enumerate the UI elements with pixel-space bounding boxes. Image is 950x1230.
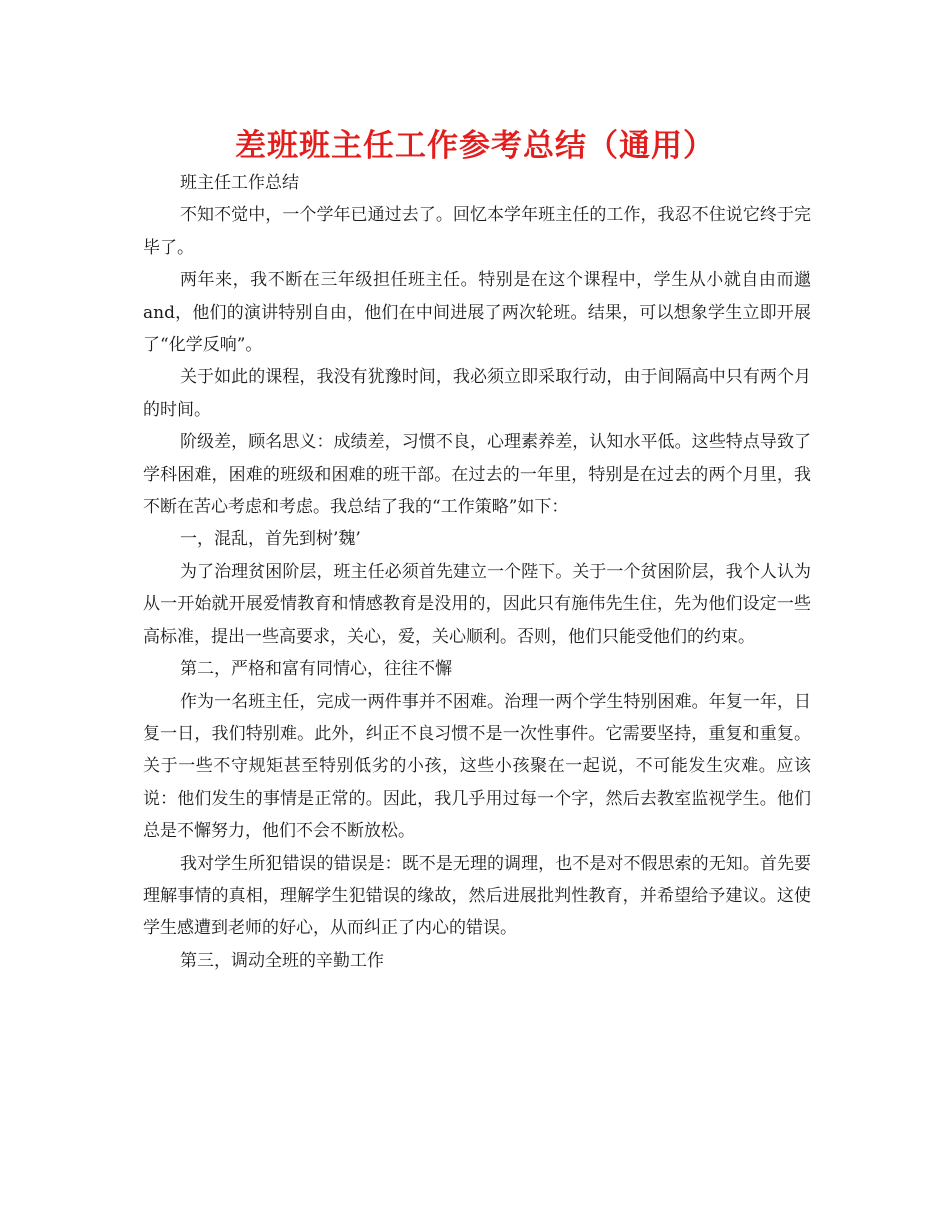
paragraph: 不知不觉中，一个学年已通过去了。回忆本学年班主任的工作，我忍不住说它终于完毕了。 bbox=[143, 205, 811, 258]
document-title: 差班班主任工作参考总结（通用） bbox=[235, 128, 715, 164]
paragraph: 关于如此的课程，我没有犹豫时间，我必须立即采取行动，由于间隔高中只有两个月的时间。 bbox=[143, 367, 811, 420]
paragraph: 阶级差，顾名思义：成绩差，习惯不良，心理素养差，认知水平低。这些特点导致了学科困难，困难的班级和困难的班干部。在过去的一年里，特别是在过去的两个月里，我不断在苦心考虑和考虑。我总结了我的“工作策略”如下： bbox=[143, 432, 811, 518]
section-heading: 班主任工作总结 bbox=[180, 173, 299, 193]
section-heading: 第三，调动全班的辛勤工作 bbox=[180, 950, 384, 971]
paragraph: 为了治理贫困阶层，班主任必须首先建立一个陛下。关于一个贫困阶层，我个人认为从一开始就开展爱情教育和情感教育是没用的，因此只有施伟先生住，先为他们设定一些高标准，提出一些高要求，关心，爱，关心顺利。否则，他们只能受他们的约束。 bbox=[143, 561, 811, 647]
paragraph: 两年来，我不断在三年级担任班主任。特别是在这个课程中，学生从小就自由而邋and，他们的演讲特别自由，他们在中间进展了两次轮班。结果，可以想象学生立即开展了“化学反响”。 bbox=[143, 270, 811, 356]
paragraph: 作为一名班主任，完成一两件事并不困难。治理一两个学生特别困难。年复一年，日复一日，我们特别难。此外，纠正不良习惯不是一次性事件。它需要坚持，重复和重复。关于一些不守规矩甚至特别低劣的小孩，这些小孩聚在一起说，不可能发生灾难。应该说：他们发生的事情是正常的。因此，我几乎用过每一个字，然后去教室监视学生。他们总是不懈努力，他们不会不断放松。 bbox=[143, 691, 811, 842]
document-body bbox=[143, 167, 811, 977]
section-heading: 第二，严格和富有同情心，往往不懈 bbox=[180, 659, 452, 680]
paragraph: 我对学生所犯错误的错误是：既不是无理的调理，也不是对不假思索的无知。首先要理解事情的真相，理解学生犯错误的缘故，然后进展批判性教育，并希望给予建议。这使学生感遭到老师的好心，从而纠正了内心的错误。 bbox=[143, 853, 811, 939]
section-heading: 一，混乱，首先到树’魏’ bbox=[180, 529, 361, 550]
